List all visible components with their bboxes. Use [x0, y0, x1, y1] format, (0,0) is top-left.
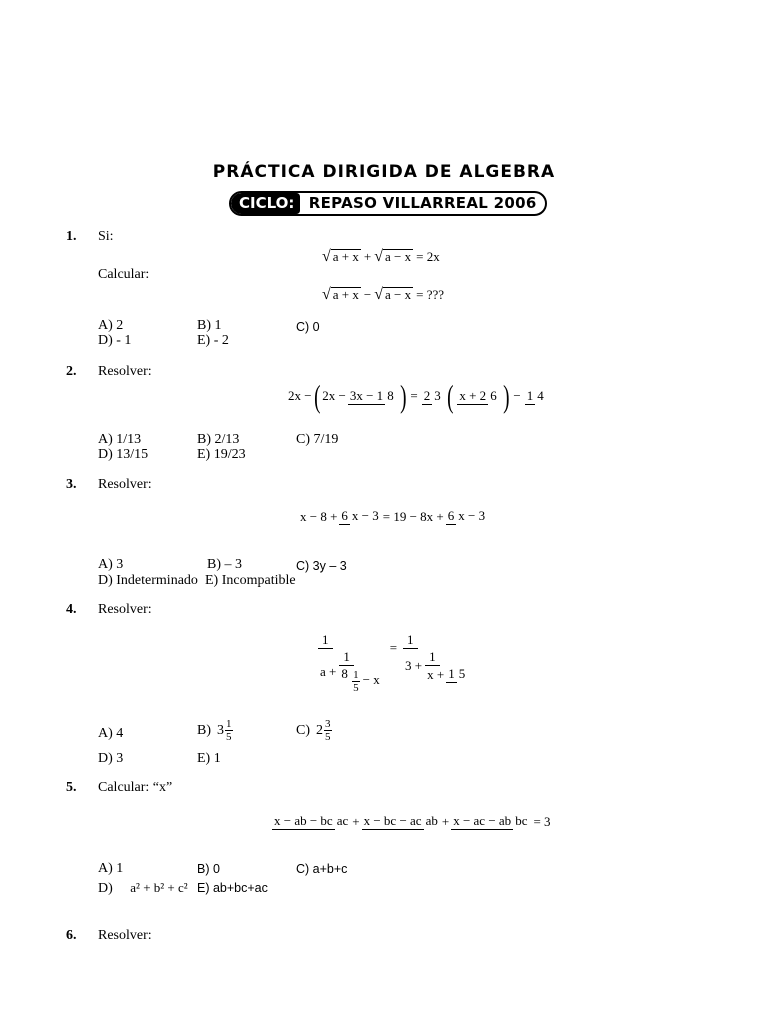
problem-5-number: 5. — [66, 780, 77, 795]
option-b: B) 0 — [197, 862, 220, 876]
option-e: E) Incompatible — [205, 573, 296, 588]
option-c: C) 7/19 — [296, 432, 339, 447]
option-c: C) 3y – 3 — [296, 559, 347, 573]
problem-1-subprompt: Calcular: — [98, 267, 150, 282]
problem-4-equation: 1 a + 1 8 $\frac{1}{5}$ − x = 1 3 + 1 x + 1 5 — [320, 632, 466, 694]
option-b: B) 2/13 — [197, 432, 240, 447]
problem-1-number: 1. — [66, 229, 77, 244]
option-e: E) ab+bc+ac — [197, 881, 268, 895]
option-c: C) a+b+c — [296, 862, 348, 876]
problem-3-prompt: Resolver: — [98, 477, 152, 492]
option-d: D) 3 — [98, 751, 124, 766]
option-d: D) 13/15 — [98, 447, 149, 462]
option-a: A) 3 — [98, 557, 124, 572]
option-d: D) - 1 — [98, 333, 132, 348]
problem-3-number: 3. — [66, 477, 77, 492]
option-a: A) 1 — [98, 861, 124, 876]
problem-1-prompt: Si: — [98, 229, 114, 244]
option-d: D) Indeterminado — [98, 573, 198, 588]
option-e: E) 1 — [197, 751, 221, 766]
problem-1-equation-2: √ a + x − √ a − x = ??? — [322, 286, 445, 303]
problem-2-equation: 2x − ( 2x − 3x − 1 8 ) = 2 3 ( x + 2 6 ) − 1 4 — [288, 378, 544, 414]
option-c: C) 2 3 5 — [296, 718, 331, 743]
option-a: A) 2 — [98, 318, 124, 333]
problem-5-prompt: Calcular: “x” — [98, 780, 173, 795]
problem-5-equation: x − ab − bc ac + x − bc − ac ab + x − ac − ab bc = 3 — [274, 813, 551, 829]
problem-4-prompt: Resolver: — [98, 602, 152, 617]
problem-6-number: 6. — [66, 928, 77, 943]
option-c: C) 0 — [296, 320, 320, 334]
problem-3-equation: x − 8 + 6 x − 3 = 19 − 8x + 6 x − 3 — [300, 508, 486, 524]
option-d: D) a² + b² + c² — [98, 880, 188, 896]
cycle-label: CICLO: — [231, 193, 300, 214]
problem-6-prompt: Resolver: — [98, 928, 152, 943]
option-a: A) 4 — [98, 726, 124, 741]
option-e: E) 19/23 — [197, 447, 246, 462]
option-b: B) – 3 — [207, 557, 242, 572]
page-title: PRÁCTICA DIRIGIDA DE ALGEBRA — [212, 162, 556, 182]
option-b: B) 1 — [197, 318, 222, 333]
option-b: B) 3 1 5 — [197, 718, 232, 743]
problem-4-number: 4. — [66, 602, 77, 617]
cycle-banner — [229, 191, 547, 216]
problem-2-number: 2. — [66, 364, 77, 379]
problem-1-equation-1: √ a + x + √ a − x = 2x — [322, 248, 440, 265]
option-a: A) 1/13 — [98, 432, 142, 447]
cycle-value: REPASO VILLARREAL 2006 — [308, 194, 537, 212]
option-e: E) - 2 — [197, 333, 229, 348]
problem-2-prompt: Resolver: — [98, 364, 152, 379]
